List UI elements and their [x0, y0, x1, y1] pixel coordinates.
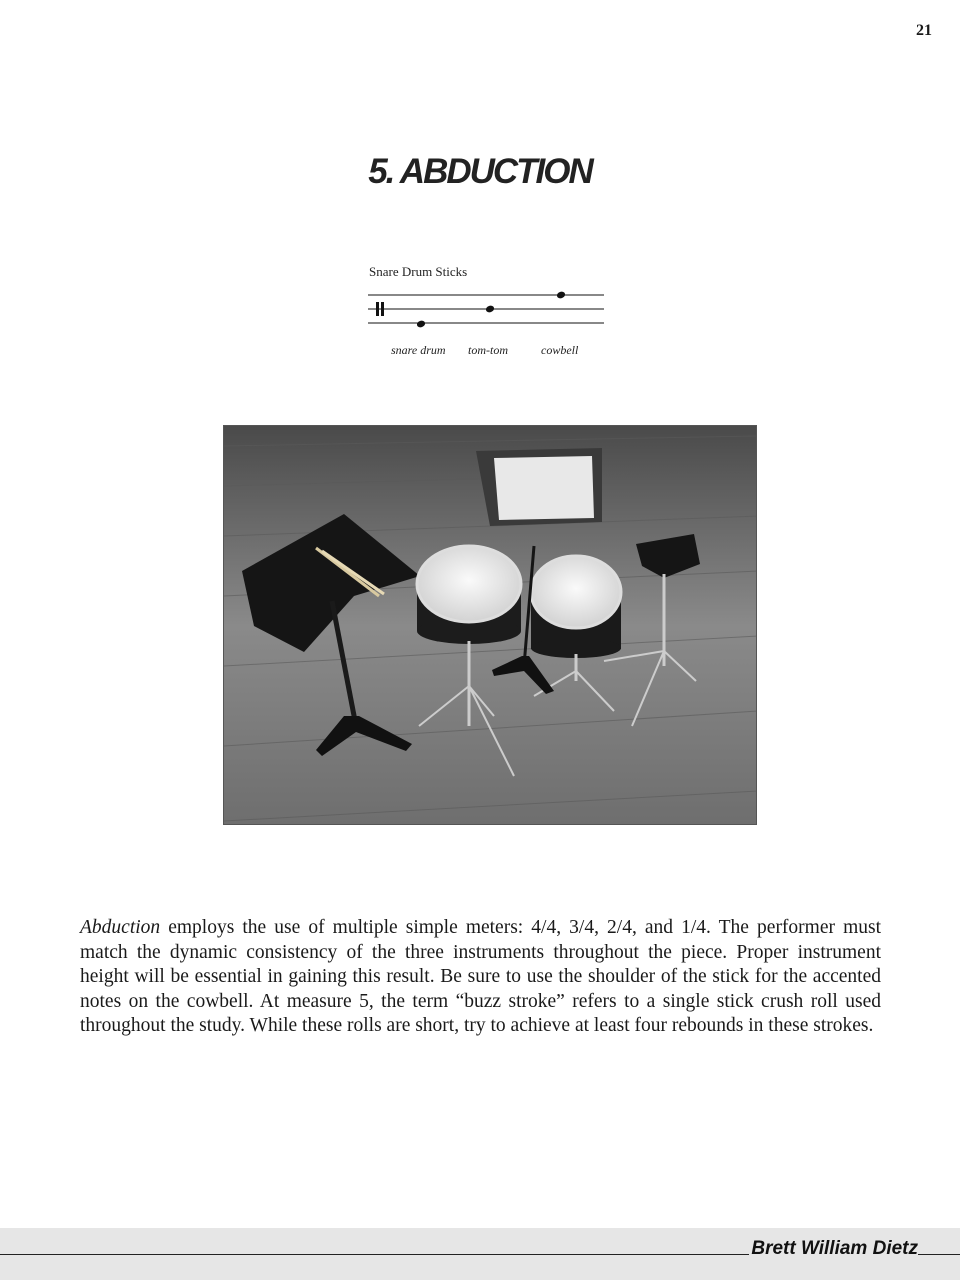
note-cowbell	[556, 291, 566, 300]
neutral-clef-bar-left	[376, 302, 379, 316]
page-number: 21	[916, 22, 932, 39]
body-text: employs the use of multiple simple meters: 4/4, 3/4, 2/4, and 1/4. The performer must match the dynamic consistency of the three instruments throughout the piece. Proper instrument height will be essential in gaining this result. Be sure to use the shoulder of the stick for the accented notes on the cowbell. At measure 5, the term “buzz stroke” refers to a single stick crush roll used throughout the study. While these rolls are short, try to achieve at least four rebounds in these strokes.	[80, 917, 881, 1036]
label-cowbell: cowbell	[541, 343, 579, 357]
instrument-legend	[366, 262, 616, 372]
drum-setup-photo	[223, 425, 757, 825]
page-title: 5. ABDUCTION	[368, 152, 592, 191]
author-name: Brett William Dietz	[751, 1238, 918, 1259]
label-snare-drum: snare drum	[391, 343, 446, 357]
rear-music-stand	[476, 448, 602, 526]
label-tom-tom: tom-tom	[468, 343, 508, 357]
neutral-clef-bar-right	[381, 302, 384, 316]
body-italic-lead: Abduction	[80, 917, 161, 938]
body-paragraph	[80, 916, 881, 1039]
note-tom-tom	[485, 305, 495, 314]
note-snare-drum	[416, 320, 426, 329]
legend-heading: Snare Drum Sticks	[369, 264, 468, 279]
percussion-staff	[366, 286, 616, 336]
